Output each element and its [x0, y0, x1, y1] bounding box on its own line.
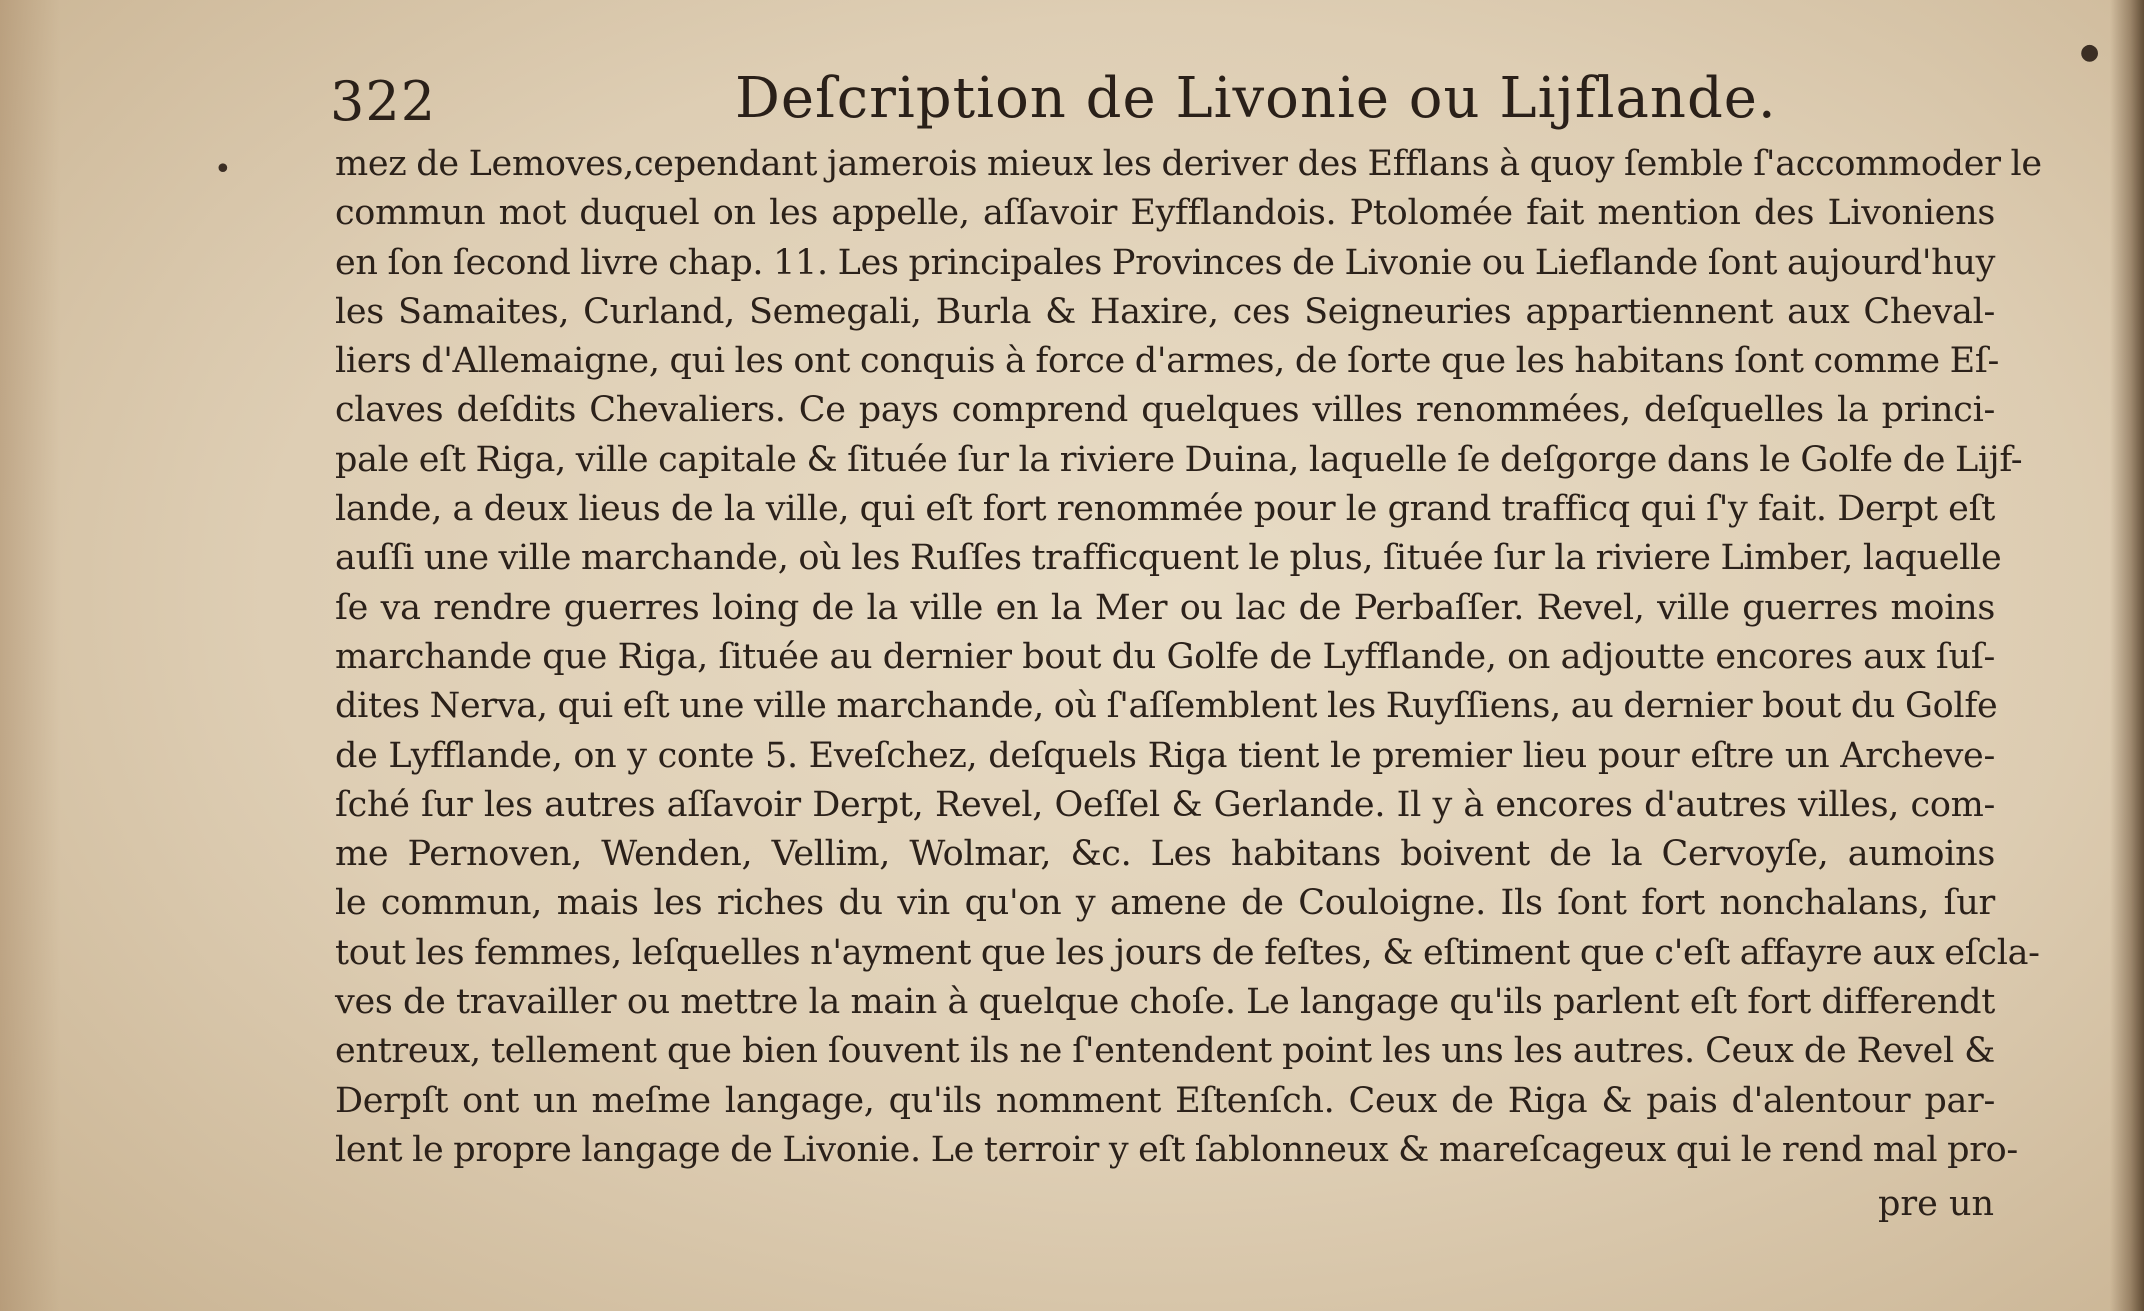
text-line: mez de Lemoves,cependant jamerois mieux les deriver des Efflans à quoy ſemble ſ'accommoder le — [335, 144, 2042, 184]
text-line: dites Nerva, qui eſt une ville marchande, où ſ'aſſemblent les Ruyſſiens, au dernier bout du Golfe — [335, 686, 1998, 727]
text-line: le commun, mais les riches du vin qu'on y amene de Couloigne. Ils ſont fort nonchalans, ſur — [335, 883, 1995, 924]
text-line: ſe va rendre guerres loing de la ville en la Mer ou lac de Perbaſſer. Revel, ville guerres moins — [335, 587, 1995, 628]
text-line: les Samaites, Curland, Semegali, Burla & Haxire, ces Seigneuries appartiennent aux Cheval- — [335, 291, 1995, 332]
text-line: claves deſdits Chevaliers. Ce pays comprend quelques villes renommées, deſquelles la princi- — [335, 390, 1995, 431]
text-line: ves de travailler ou mettre la main à quelque choſe. Le langage qu'ils parlent eſt fort differendt — [335, 982, 1995, 1023]
text-line: commun mot duquel on les appelle, aſſavoir Eyfflandois. Ptolomée fait mention des Livoniens — [335, 193, 1995, 234]
running-title: Deſcription de Livonie ou Lijflande. — [735, 66, 1777, 131]
text-line: Derpſt ont un meſme langage, qu'ils nomment Eſtenſch. Ceux de Riga & pais d'alentour par- — [335, 1080, 1995, 1121]
margin-dot-mark: ● — [2080, 40, 2100, 65]
text-line: auſſi une ville marchande, où les Ruſſes trafficquent le plus, ſituée ſur la riviere Limber, laquelle — [335, 538, 2002, 579]
text-line: entreux, tellement que bien ſouvent ils ne ſ'entendent point les uns les autres. Ceux de Revel & — [335, 1031, 1995, 1072]
text-line: lent le propre langage de Livonie. Le terroir y eſt ſablonneux & mareſcageux qui le rend mal pro- — [335, 1129, 2018, 1170]
body-text — [335, 140, 2042, 1175]
text-line: pale eſt Riga, ville capitale & ſituée ſur la riviere Duina, laquelle ſe deſgorge dans le Golfe de Lijf- — [335, 439, 2023, 480]
margin-dot-mark: • — [214, 152, 232, 187]
text-line: de Lyfflande, on y conte 5. Eveſchez, deſquels Riga tient le premier lieu pour eſtre un Archeve- — [335, 735, 1995, 776]
text-line: marchande que Riga, ſituée au dernier bout du Golfe de Lyfflande, on adjoutte encores aux ſuſ- — [335, 636, 1995, 677]
text-line: ſché ſur les autres aſſavoir Derpt, Revel, Oeſſel & Gerlande. Il y à encores d'autres villes, com- — [335, 784, 1995, 825]
text-line: tout les femmes, leſquelles n'ayment que les jours de feſtes, & eſtiment que c'eſt affayre aux eſcla- — [335, 932, 2040, 973]
catchword: pre un — [1878, 1184, 1995, 1224]
text-line: me Pernoven, Wenden, Vellim, Wolmar, &c. Les habitans boivent de la Cervoyſe, aumoins — [335, 834, 1995, 875]
text-line: en ſon ſecond livre chap. 11. Les principales Provinces de Livonie ou Lieflande ſont aujourd'huy — [335, 242, 1996, 283]
page-number: 322 — [330, 70, 437, 133]
text-line: liers d'Allemaigne, qui les ont conquis à force d'armes, de ſorte que les habitans ſont comme Eſ- — [335, 341, 2000, 382]
text-line: lande, a deux lieus de la ville, qui eſt fort renommée pour le grand trafficq qui ſ'y fait. Derpt eſt — [335, 489, 1995, 530]
spine-shadow — [2110, 0, 2144, 1311]
page-header — [330, 66, 2000, 136]
page-edge-shading — [0, 0, 60, 1311]
